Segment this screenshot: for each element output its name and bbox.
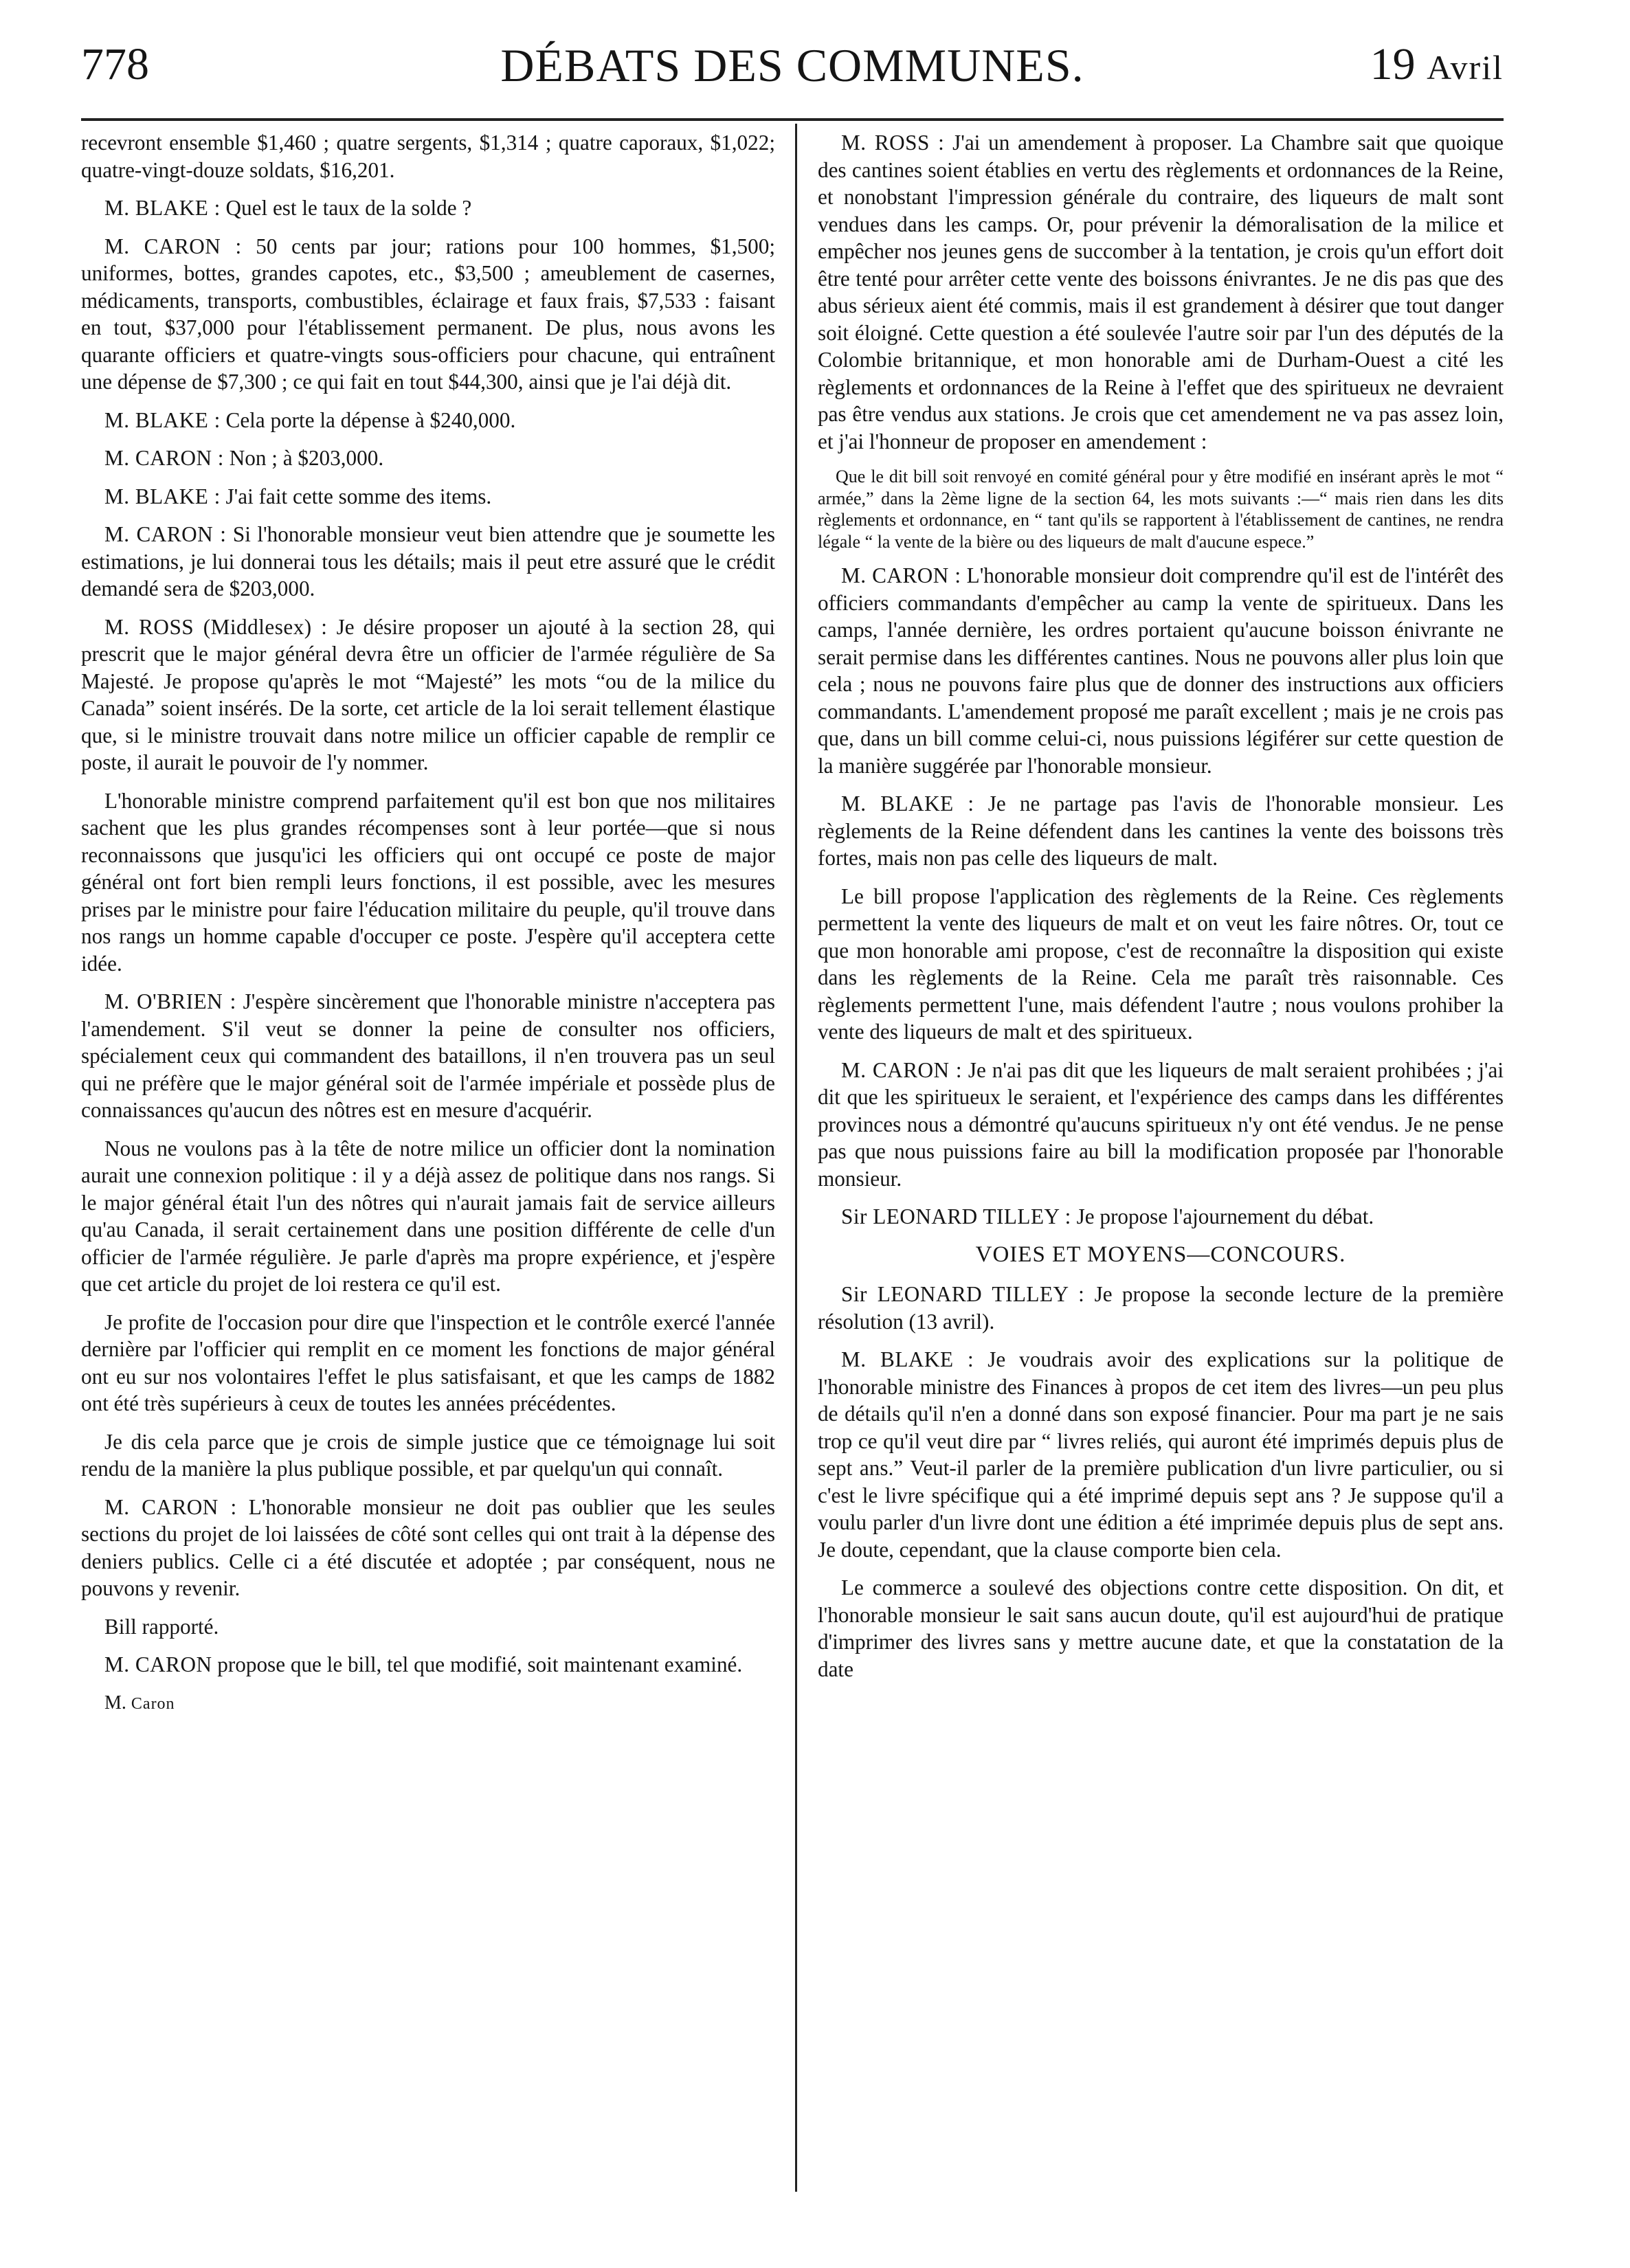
speech-paragraph bbox=[81, 1135, 775, 1298]
column-divider bbox=[795, 124, 797, 2192]
page-number: 778 bbox=[81, 39, 149, 89]
speech-paragraph bbox=[81, 407, 775, 434]
paragraph-text: L'honorable monsieur ne doit pas oublier que les seules sections du projet de loi laissées de côté sont celles qui ont trait à la dépense des deniers publics. Celle ci a été discutée et adoptée ; par conséquent, nous ne pouvons y revenir. bbox=[81, 1494, 776, 1600]
paragraph-text: Je propose la seconde lecture de la première résolution (13 avril). bbox=[818, 1282, 1504, 1334]
speech-paragraph bbox=[818, 1203, 1504, 1231]
speech-paragraph bbox=[818, 1574, 1504, 1683]
speaker-name: Sir LEONARD TILLEY : bbox=[841, 1282, 1085, 1306]
paragraph-text: propose que le bill, tel que modifié, soit maintenant examiné. bbox=[217, 1652, 743, 1676]
motion-text bbox=[818, 466, 1504, 552]
speech-paragraph bbox=[818, 129, 1504, 455]
speaker-name: Sir LEONARD TILLEY : bbox=[841, 1204, 1071, 1228]
speech-paragraph bbox=[81, 445, 775, 472]
speech-paragraph bbox=[81, 1651, 775, 1678]
paragraph-text: Je profite de l'occasion pour dire que l'inspection et le contrôle exercé l'année dernière par l'officier qui remplit en ce moment les fonctions de major général ont eu sur nos volontaires l'effet le plus satisfaisant, et que les camps de 1882 ont été très supérieurs à ceux de toutes les années précédentes. bbox=[81, 1310, 775, 1415]
speaker-name: M. ROSS : bbox=[841, 131, 945, 155]
header-date-month: Avril bbox=[1427, 48, 1504, 87]
speech-paragraph bbox=[81, 614, 775, 776]
speech-paragraph bbox=[81, 194, 775, 222]
header-rule bbox=[81, 118, 1504, 121]
paragraph-text: Bill rapporté. bbox=[104, 1614, 219, 1639]
paragraph-text: Le bill propose l'application des règlements de la Reine. Ces règlements permettent la vente des liqueurs de malt et on veut les faire nôtres. Or, tout ce que mon honorable ami propose, c'est de reconnaître la disposition qui existe dans les règlements de la Reine. Cela me paraît très raisonnable. Ces règlements permettent l'une, mais défendent l'autre ; nous voulons prohiber la vente des liqueurs de malt et des spiritueux. bbox=[818, 884, 1504, 1044]
speech-paragraph bbox=[81, 1494, 775, 1602]
footer-signature-name: Caron bbox=[131, 1694, 175, 1713]
speaker-name: M. BLAKE : bbox=[104, 484, 221, 508]
speaker-name: M. BLAKE : bbox=[841, 1347, 974, 1371]
speaker-name: M. BLAKE : bbox=[104, 196, 221, 220]
speech-paragraph bbox=[81, 483, 775, 510]
speaker-name: M. BLAKE : bbox=[104, 407, 221, 432]
speaker-name: M. CARON : bbox=[104, 234, 242, 258]
footer-signature bbox=[81, 1689, 775, 1718]
paragraph-text: Cela porte la dépense à $240,000. bbox=[225, 407, 516, 432]
speaker-name: M. O'BRIEN : bbox=[104, 989, 236, 1013]
speech-paragraph bbox=[81, 787, 775, 978]
speech-paragraph bbox=[81, 233, 775, 396]
header-date bbox=[1370, 38, 1504, 91]
paragraph-text: Le commerce a soulevé des objections contre cette disposition. On dit, et l'honorable monsieur le sait sans aucun doute, qu'il est aujourd'hui de pratique d'imprimer des livres sans y mettre aucune date, et que la constatation de la date bbox=[818, 1575, 1504, 1681]
speech-paragraph bbox=[818, 562, 1504, 779]
paragraph-text: recevront ensemble $1,460 ; quatre sergents, $1,314 ; quatre caporaux, $1,022; quatre-vingt-douze soldats, $16,201. bbox=[81, 131, 775, 182]
page-title: DÉBATS DES COMMUNES. bbox=[500, 39, 1084, 91]
header-date-day: 19 bbox=[1370, 39, 1416, 89]
paragraph-text: Je dis cela parce que je crois de simple justice que ce témoignage lui soit rendu de la manière la plus publique possible, et par quelqu'un qui connaît. bbox=[81, 1429, 775, 1481]
speech-paragraph bbox=[81, 988, 775, 1124]
paragraph-text: Je voudrais avoir des explications sur la politique de l'honorable ministre des Finances à propos de cet item des livres—un peu plus de détails qu'il n'en a donné dans son exposé financier. Pour ma part je ne sais trop ce qu'il veut dire par “ livres reliés, qui auront été imprimés depuis plus de sept ans.” Veut-il parler de la première publication d'un livre particulier, ou si c'est le livre spécifique qui a été imprimé depuis sept ans ? Je suppose qu'il a voulu parler d'un livre dont une édition a été imprimée depuis plus de sept ans. Je doute, cependant, que la clause comporte bien cela. bbox=[818, 1347, 1504, 1562]
paragraph-text: Si l'honorable monsieur veut bien attendre que je soumette les estimations, je lui donnerai tous les détails; mais il peut etre assuré que le crédit demandé sera de $203,000. bbox=[81, 522, 775, 600]
paragraph-text: Je n'ai pas dit que les liqueurs de malt seraient prohibées ; j'ai dit que les spiritueux le seraient, et l'expérience des camps dans les différentes provinces nous a démontré qu'aucuns spiritueux n'y ont été vendus. Je ne pense pas que nous puissions faire au bill la modification proposée par l'honorable monsieur. bbox=[818, 1057, 1504, 1191]
speaker-name: M. CARON : bbox=[104, 522, 227, 546]
speech-paragraph bbox=[818, 883, 1504, 1046]
speaker-name: M. BLAKE : bbox=[841, 791, 974, 816]
paragraph-text: 50 cents par jour; rations pour 100 hommes, $1,500; uniformes, bottes, grandes capotes, etc., $3,500 ; ameublement de casernes, médicaments, transports, combustibles, éclairage et faux frais, $7,533 : faisant en tout, $37,000 pour l'établissement permanent. De plus, nous avons les quarante officiers et quatre-vingts sous-officiers pour chacune, qui entraînent une dépense de $7,300 ; ce qui fait en tout $44,300, ainsi que je l'ai déjà dit. bbox=[81, 234, 775, 394]
speaker-name: M. CARON : bbox=[841, 1057, 963, 1082]
running-header bbox=[81, 38, 1504, 107]
footer-signature-prefix: M. bbox=[104, 1692, 126, 1714]
speech-paragraph bbox=[818, 1281, 1504, 1335]
paragraph-text: Quel est le taux de la solde ? bbox=[225, 196, 472, 220]
left-column bbox=[81, 129, 775, 1718]
paragraph-text: Je désire proposer un ajouté à la section 28, qui prescrit que le major général devra être un officier de l'armée régulière de Sa Majesté. Je propose qu'après le mot “Majesté” les mots “ou de la milice du Canada” soient insérés. De la sorte, cet article de la loi serait tellement élastique que, si le ministre trouvait dans notre milice un officier capable de remplir ce poste, il aurait le pouvoir de l'y nommer. bbox=[81, 614, 775, 774]
speech-paragraph bbox=[81, 521, 775, 603]
paragraph-text: Nous ne voulons pas à la tête de notre milice un officier dont la nomination aurait une connexion politique : il y a déjà assez de politique dans nos rangs. Si le major général était l'un des nôtres qui n'aurait jamais fait de service ailleurs qu'au Canada, il serait certainement dans une position différente de celle d'un officier de l'armée régulière. Je parle d'après ma propre expérience, et j'espère que cet article du projet de loi restera ce qu'il est. bbox=[81, 1136, 775, 1296]
speaker-name: M. CARON : bbox=[104, 1494, 237, 1519]
speech-paragraph bbox=[81, 1613, 775, 1641]
paragraph-text: J'ai un amendement à proposer. La Chambre sait que quoique des cantines soient établies en vertu des règlements et ordonnances de la Reine, et nonobstant l'impression générale du contraire, des liqueurs de malt sont vendues dans les camps. Or, pour prévenir la démoralisation de la milice et empêcher nos jeunes gens de succomber à la tentation, je crois qu'un effort doit être tenté pour arrêter cette vente des boissons énivrantes. Je ne dis pas que des abus sérieux aient été commis, mais il est grandement à désirer que tout danger soit éloigné. Cette question a été soulevée l'autre soir par l'un des députés de la Colombie britannique, et mon honorable ami de Durham-Ouest a cité les règlements et ordonnances de la Reine à l'effet que des spiritueux ne devraient pas être vendus aux stations. Je crois que cet amendement ne va pas assez loin, et j'ai l'honneur de proposer en amendement : bbox=[818, 131, 1504, 453]
paragraph-text: Que le dit bill soit renvoyé en comité général pour y être modifié en insérant après le mot “ armée,” dans la 2ème ligne de la section 64, les mots suivants :—“ mais rien dans les dits règlements et ordonnance, en “ tant qu'ils se rapportent à l'établissement de cantines, ne rendra légale “ la vente de la bière ou des liqueurs de malt d'aucune espece.” bbox=[818, 467, 1504, 552]
speaker-name: M. CARON : bbox=[841, 563, 961, 587]
paragraph-text: L'honorable ministre comprend parfaitement qu'il est bon que nos militaires sachent que les plus grandes récompenses sont à leur portée—que si nous reconnaissons que jusqu'ici les officiers qui ont occupé ce poste de major général ont fort bien rempli leurs fonctions, il est possible, avec les mesures prises par le ministre pour faire l'éducation militaire du peuple, qu'il trouve dans nos rangs un homme capable d'occuper ce poste. J'espère qu'il acceptera cette idée. bbox=[81, 788, 775, 976]
paragraph-text: J'espère sincèrement que l'honorable ministre n'acceptera pas l'amendement. S'il veut se donner la peine de consulter nos officiers, spécialement ceux qui commandent des bataillons, il n'en trouvera pas un seul qui ne préfère que le major général soit de l'armée impériale et possède plus de connaissances qu'aucun des nôtres est en mesure d'acquérir. bbox=[81, 989, 775, 1122]
speech-paragraph bbox=[818, 1057, 1504, 1193]
paragraph-text: Je propose l'ajournement du débat. bbox=[1076, 1204, 1374, 1228]
paragraph-text: Non ; à $203,000. bbox=[229, 446, 384, 470]
paragraph-text: J'ai fait cette somme des items. bbox=[225, 484, 492, 508]
speaker-name: M. ROSS (Middlesex) : bbox=[104, 614, 328, 639]
paragraph-text: L'honorable monsieur doit comprendre qu'il est de l'intérêt des officiers commandants d'empêcher au camp la vente de spiritueux. Dans les camps, l'année dernière, les ordres portaient qu'aucune boisson énivrante ne serait permise dans les différentes cantines. Nous ne pouvons aller plus loin que cela ; nous ne pouvons faire plus que de donner des instructions aux officiers commandants. L'amendement proposé me paraît excellent ; mais je ne crois pas que, dans un bill comme celui-ci, nous puissions légiférer sur cette question de la manière suggérée par l'honorable monsieur. bbox=[818, 563, 1504, 778]
section-heading: VOIES ET MOYENS—CONCOURS. bbox=[975, 1242, 1346, 1267]
right-column bbox=[818, 129, 1504, 1694]
speech-paragraph bbox=[81, 129, 775, 183]
speech-paragraph bbox=[81, 1428, 775, 1483]
paragraph-text: Je ne partage pas l'avis de l'honorable monsieur. Les règlements de la Reine défendent dans les cantines la vente des boissons très fortes, mais non pas celle des liqueurs de malt. bbox=[818, 791, 1504, 870]
speaker-name: M. CARON : bbox=[104, 446, 224, 470]
speech-paragraph bbox=[818, 1346, 1504, 1563]
speaker-name: M. CARON bbox=[104, 1652, 212, 1676]
speech-paragraph bbox=[818, 790, 1504, 872]
speech-paragraph bbox=[81, 1309, 775, 1417]
